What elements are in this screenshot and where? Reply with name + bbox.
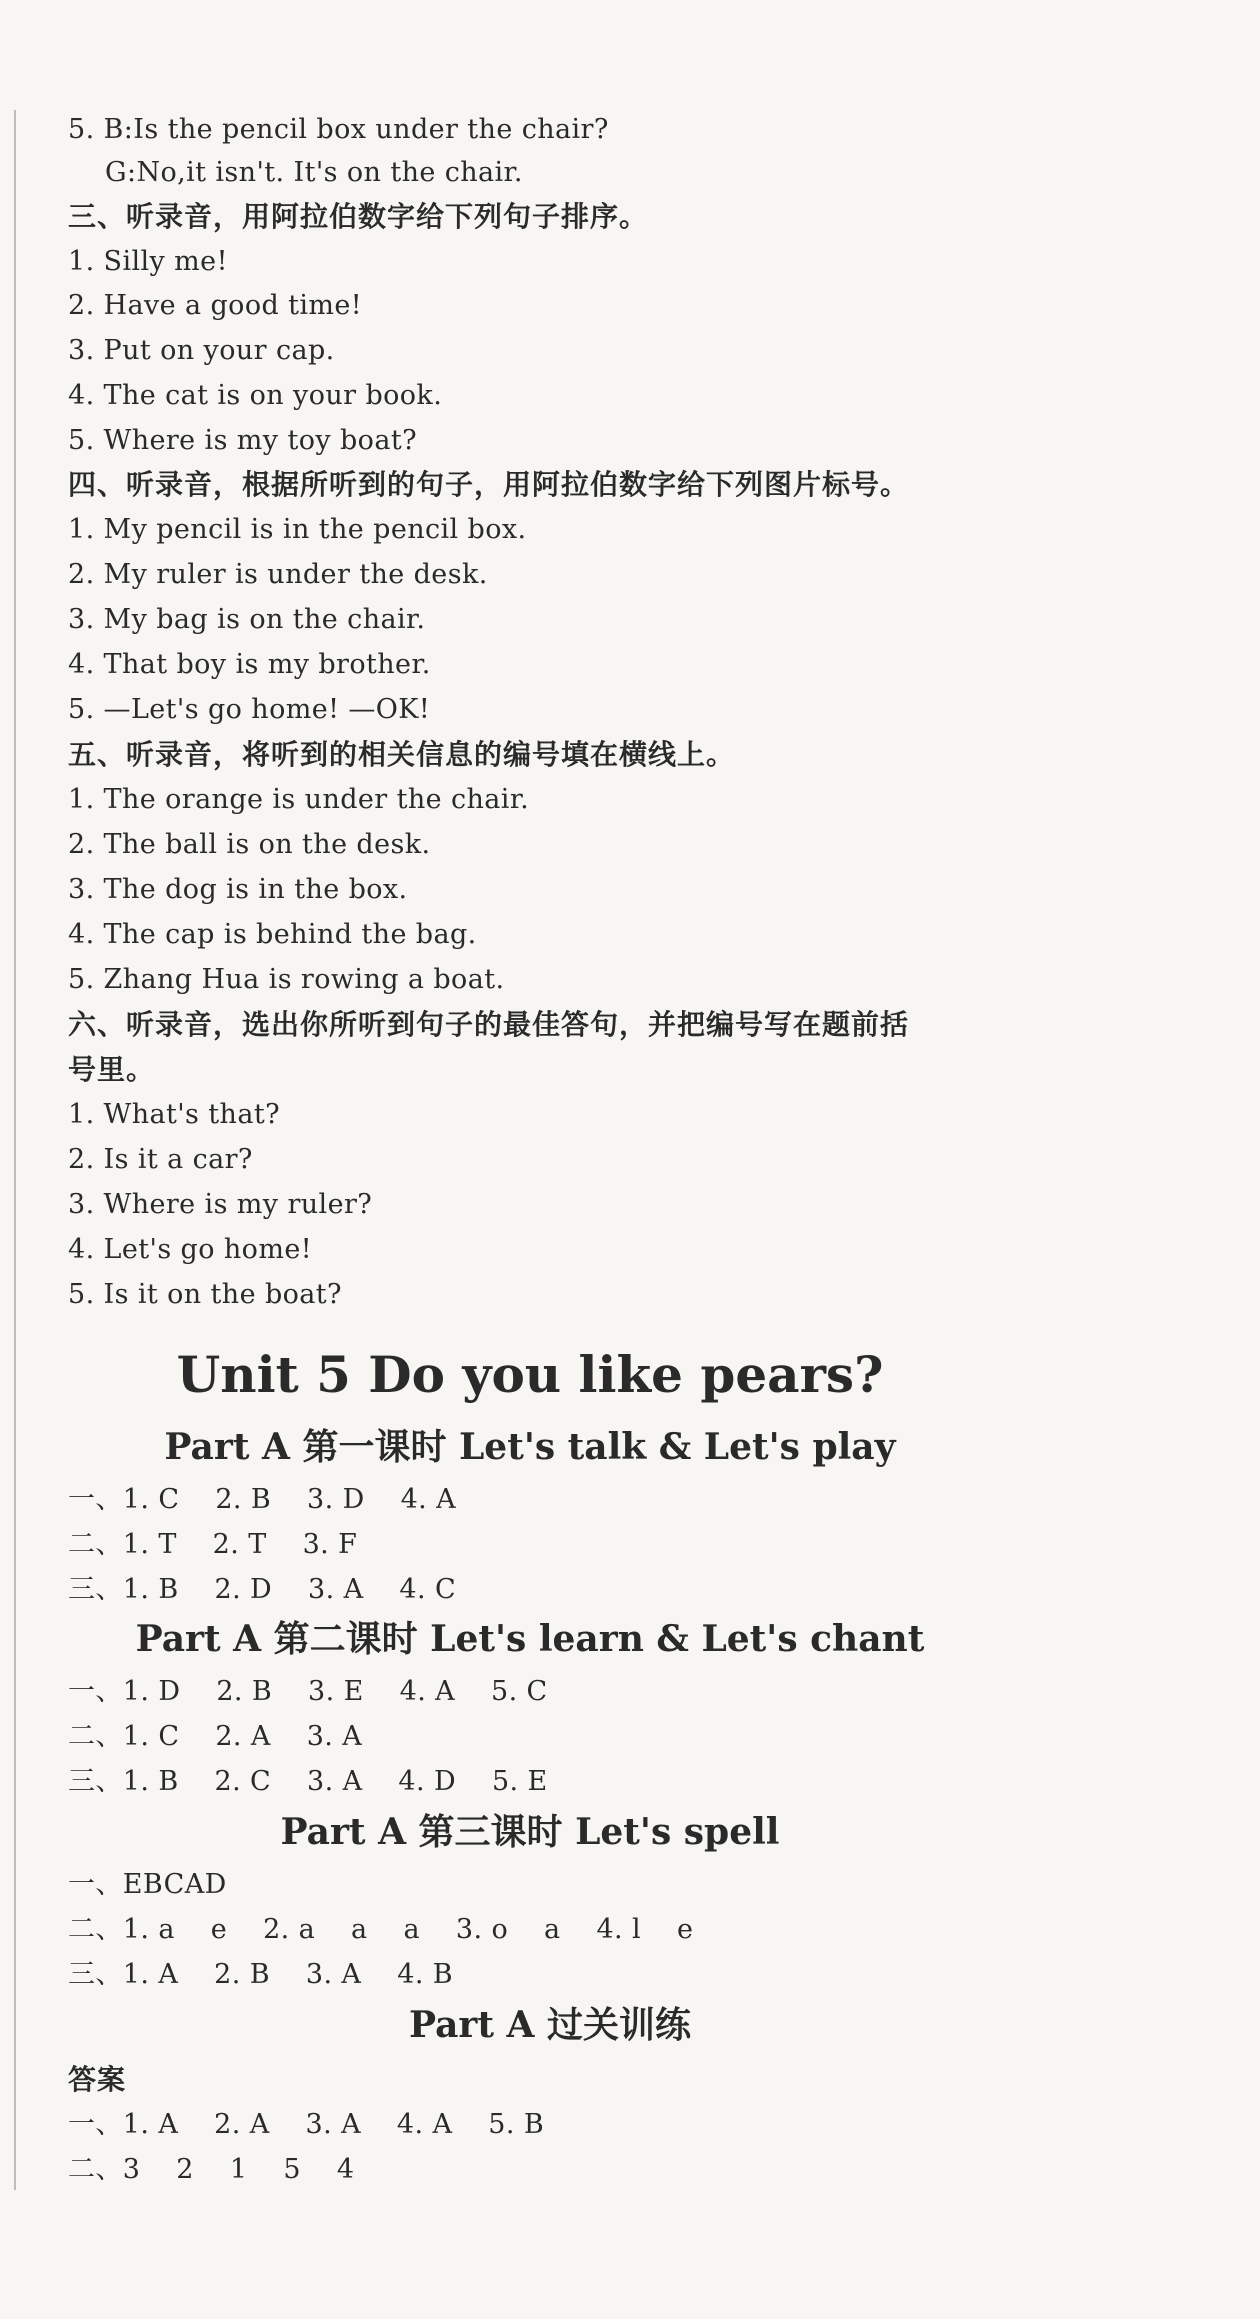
answer-line: 一、1. A 2. A 3. A 4. A 5. B	[68, 2109, 545, 2140]
list-item: 4. The cap is behind the bag.	[68, 919, 477, 950]
answer-line: 二、1. C 2. A 3. A	[68, 1721, 363, 1752]
list-item: 1. What's that?	[68, 1099, 280, 1130]
review-title: Part A 过关训练	[408, 2004, 692, 2046]
dialogue-line: G:No,it isn't. It's on the chair.	[105, 157, 523, 188]
answer-line: 二、3 2 1 5 4	[68, 2154, 355, 2185]
answer-line: 三、1. A 2. B 3. A 4. B	[68, 1959, 454, 1990]
answer-line: 一、1. C 2. B 3. D 4. A	[68, 1484, 457, 1515]
answer-line: 三、1. B 2. D 3. A 4. C	[68, 1574, 457, 1605]
list-item: 2. Have a good time!	[68, 290, 363, 321]
section-heading-3: 三、听录音，用阿拉伯数字给下列句子排序。	[68, 200, 649, 233]
lesson-title-2: Part A 第二课时 Let's learn & Let's chant	[135, 1618, 925, 1660]
binding-margin-line	[14, 110, 16, 2190]
lesson-title-3: Part A 第三课时 Let's spell	[280, 1811, 780, 1853]
list-item: 5. Zhang Hua is rowing a boat.	[68, 964, 505, 995]
list-item: 1. Silly me!	[68, 246, 228, 277]
section-heading-6: 六、听录音，选出你所听到句子的最佳答句，并把编号写在题前括	[68, 1008, 910, 1041]
list-item: 3. Where is my ruler?	[68, 1189, 373, 1220]
list-item: 3. The dog is in the box.	[68, 874, 408, 905]
answer-label: 答案	[68, 2063, 127, 2096]
list-item: 5. Is it on the boat?	[68, 1279, 342, 1310]
list-item: 2. The ball is on the desk.	[68, 829, 431, 860]
answer-line: 三、1. B 2. C 3. A 4. D 5. E	[68, 1766, 548, 1797]
dialogue-line: 5. B:Is the pencil box under the chair?	[68, 114, 609, 145]
unit-title: Unit 5 Do you like pears?	[176, 1345, 884, 1404]
list-item: 4. The cat is on your book.	[68, 380, 443, 411]
section-heading-4: 四、听录音，根据所听到的句子，用阿拉伯数字给下列图片标号。	[68, 468, 910, 501]
list-item: 3. My bag is on the chair.	[68, 604, 426, 635]
answer-line: 二、1. a e 2. a a a 3. o a 4. l e	[68, 1914, 694, 1945]
section-heading-6-cont: 号里。	[68, 1053, 156, 1086]
answer-line: 一、EBCAD	[68, 1869, 227, 1900]
list-item: 5. —Let's go home! —OK!	[68, 694, 431, 725]
list-item: 4. That boy is my brother.	[68, 649, 431, 680]
answer-line: 一、1. D 2. B 3. E 4. A 5. C	[68, 1676, 548, 1707]
list-item: 2. Is it a car?	[68, 1144, 253, 1175]
list-item: 3. Put on your cap.	[68, 335, 335, 366]
list-item: 1. The orange is under the chair.	[68, 784, 530, 815]
list-item: 2. My ruler is under the desk.	[68, 559, 488, 590]
lesson-title-1: Part A 第一课时 Let's talk & Let's play	[164, 1426, 896, 1468]
list-item: 4. Let's go home!	[68, 1234, 312, 1265]
answer-line: 二、1. T 2. T 3. F	[68, 1529, 358, 1560]
list-item: 1. My pencil is in the pencil box.	[68, 514, 527, 545]
section-heading-5: 五、听录音，将听到的相关信息的编号填在横线上。	[68, 738, 736, 771]
list-item: 5. Where is my toy boat?	[68, 425, 417, 456]
